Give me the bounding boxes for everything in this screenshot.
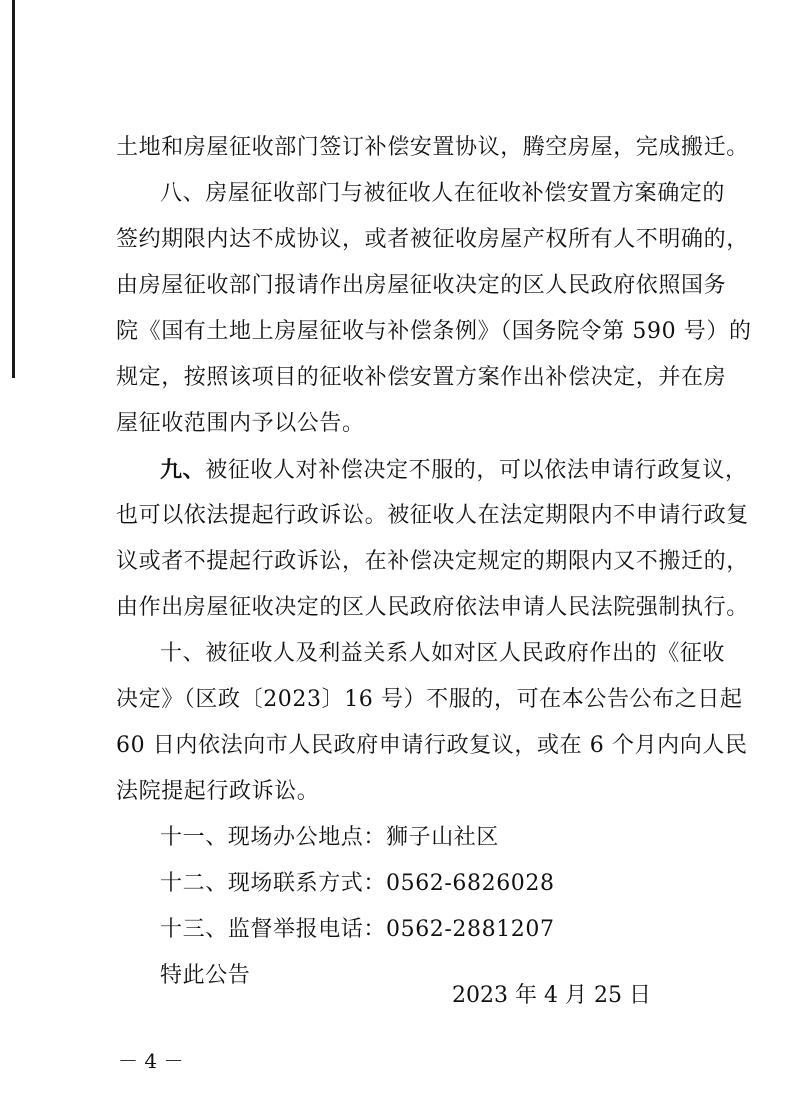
closing-statement: 特此公告 — [160, 963, 251, 988]
document-date: 2023 年 4 月 25 日 — [452, 983, 651, 1008]
paragraph-13-report-phone: 十三、监督举报电话：0562-2881207 — [160, 917, 555, 942]
paragraph-8-line-3: 由房屋征收部门报请作出房屋征收决定的区人民政府依照国务 — [116, 273, 727, 298]
paragraph-9-line-1-text: 被征收人对补偿决定不服的，可以依法申请行政复议， — [205, 458, 748, 483]
paragraph-9-line-4: 由作出房屋征收决定的区人民政府依法申请人民法院强制执行。 — [116, 595, 749, 620]
page-number: － 4 － — [118, 1049, 184, 1073]
scan-edge-mark — [12, 0, 15, 378]
paragraph-12-contact: 十二、现场联系方式：0562-6826028 — [160, 871, 555, 896]
paragraph-8-line-2: 签约期限内达不成协议，或者被征收房屋产权所有人不明确的， — [116, 227, 749, 252]
paragraph-8-line-5: 规定，按照该项目的征收补偿安置方案作出补偿决定，并在房 — [116, 365, 727, 390]
paragraph-11-office-location: 十一、现场办公地点：狮子山社区 — [160, 825, 500, 850]
paragraph-10-line-2: 决定》（区政〔2023〕16 号）不服的，可在本公告公布之日起 — [116, 687, 743, 712]
paragraph-9-heading: 九、 — [160, 457, 206, 483]
paragraph-10-line-3: 60 日内依法向市人民政府申请行政复议，或在 6 个月内向人民 — [116, 733, 748, 758]
paragraph-8-line-6: 屋征收范围内予以公告。 — [116, 411, 365, 436]
paragraph-9-line-1 — [160, 452, 748, 488]
paragraph-8-line-4: 院《国有土地上房屋征收与补偿条例》（国务院令第 590 号）的 — [116, 319, 752, 344]
paragraph-9-line-3: 议或者不提起行政诉讼，在补偿决定规定的期限内又不搬迁的， — [116, 549, 749, 574]
paragraph-10-line-4: 法院提起行政诉讼。 — [116, 779, 320, 804]
paragraph-10-line-1: 十、被征收人及利益关系人如对区人民政府作出的《征收 — [160, 641, 726, 666]
paragraph-7-line-1: 土地和房屋征收部门签订补偿安置协议，腾空房屋，完成搬迁。 — [116, 135, 749, 160]
paragraph-8-line-1: 八、房屋征收部门与被征收人在征收补偿安置方案确定的 — [160, 181, 726, 206]
paragraph-9-line-2: 也可以依法提起行政诉讼。被征收人在法定期限内不申请行政复 — [116, 503, 749, 528]
